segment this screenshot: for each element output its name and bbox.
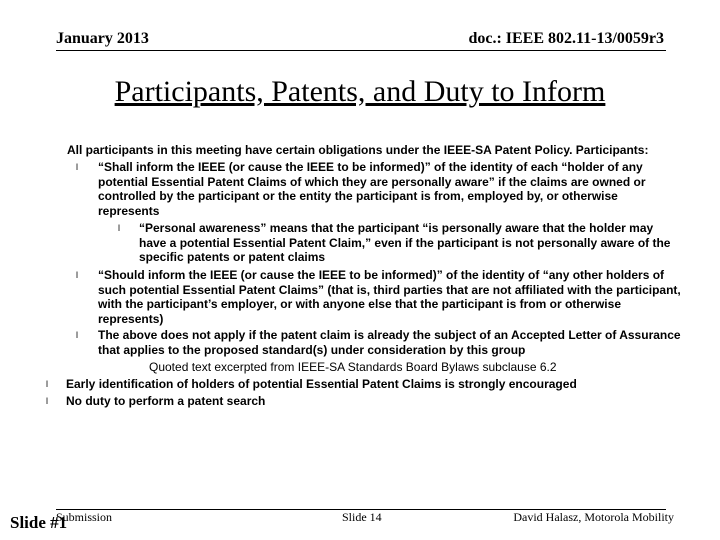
bullet-line: that applies to the proposed standard(s) under consideration by this group bbox=[98, 342, 526, 357]
top-bullet-1: Early identification of holders of potential Essential Patent Claims is strongly encouraged bbox=[66, 377, 577, 391]
quote-note: Quoted text excerpted from IEEE-SA Standards Board Bylaws subclause 6.2 bbox=[149, 360, 557, 374]
bullet-marker: l bbox=[76, 270, 78, 280]
bullet-marker: l bbox=[76, 162, 78, 172]
slide-title: Participants, Patents, and Duty to Inform bbox=[114, 75, 606, 108]
header-rule bbox=[56, 50, 666, 51]
footer-author: David Halasz, Motorola Mobility bbox=[513, 510, 674, 524]
bullet-line: represents) bbox=[98, 311, 164, 326]
bullet-line: with the participant’s employer, or with anyone else that the participant is from or otherwise bbox=[98, 297, 621, 311]
bullet-line: “Shall inform the IEEE (or cause the IEEE to be informed)” of the identity of each “holder of any bbox=[98, 160, 643, 174]
footer-slide-number: Slide 14 bbox=[342, 510, 382, 524]
bullet-marker: l bbox=[76, 330, 78, 340]
bullet-marker: l bbox=[46, 379, 48, 389]
bullet-item-1 bbox=[98, 160, 698, 218]
bullet-item-4 bbox=[98, 328, 708, 357]
header-doc-id: doc.: IEEE 802.11-13/0059r3 bbox=[468, 30, 664, 47]
bullet-line: specific patents or patent claims bbox=[139, 250, 326, 264]
footer-submission: Submission bbox=[56, 510, 113, 524]
bullet-item-3 bbox=[98, 268, 708, 326]
bullet-line: have a potential Essential Patent Claim,” even if the participant is not personally aware of the bbox=[139, 235, 671, 250]
slide-label: Slide #1 bbox=[10, 513, 68, 532]
header-date: January 2013 bbox=[56, 30, 149, 47]
bullet-item-2 bbox=[139, 221, 699, 265]
bullet-line: such potential Essential Patent Claims” (that is, third parties that are not affiliated with the participant, bbox=[98, 282, 681, 297]
intro-text: All participants in this meeting have certain obligations under the IEEE-SA Patent Policy. Participants: bbox=[67, 143, 649, 157]
bullet-line: controlled by the participant or the entity the participant is from, employed by, or otherwise bbox=[98, 189, 618, 203]
bullet-line: represents bbox=[98, 203, 160, 218]
bullet-line: The above does not apply if the patent claim is already the subject of an Accepted Letter of Assurance bbox=[98, 328, 681, 342]
bullet-marker: l bbox=[118, 223, 120, 233]
bullet-marker: l bbox=[46, 396, 48, 406]
bullet-line: “Personal awareness” means that the participant “is personally aware that the holder may bbox=[139, 221, 654, 235]
top-bullet-2: No duty to perform a patent search bbox=[66, 394, 266, 408]
bullet-line: potential Essential Patent Claims of which they are personally aware” if the claims are owned or bbox=[98, 174, 646, 189]
bullet-line: “Should inform the IEEE (or cause the IEEE to be informed)” of the identity of “any other holders of bbox=[98, 268, 665, 282]
